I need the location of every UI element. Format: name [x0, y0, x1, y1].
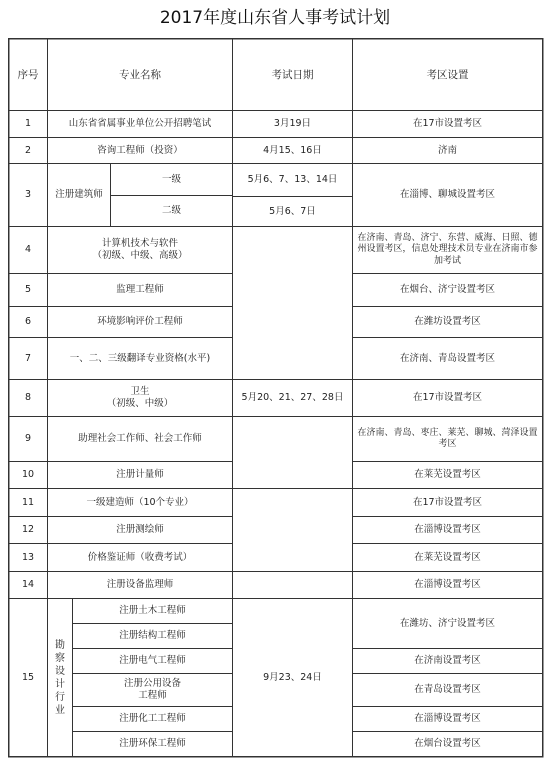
row-index: 6	[24, 316, 32, 327]
row-sub: 二级	[161, 205, 181, 216]
row-area: 在淄博、聊城设置考区	[399, 189, 495, 200]
row-area: 在莱芜设置考区	[414, 469, 481, 480]
row-major: 卫生 （初级、中级）	[106, 386, 174, 409]
row-index: 1	[24, 118, 32, 129]
row-area: 济南	[437, 144, 457, 156]
row-date: 4月15、16日	[263, 144, 322, 156]
row-major: 一、二、三级翻译专业资格(水平)	[69, 352, 211, 364]
row-index: 12	[21, 524, 35, 535]
row-area: 在淄博设置考区	[414, 579, 481, 590]
row-index: 4	[24, 244, 32, 255]
row-index: 5	[24, 284, 32, 295]
row-date: 3月19日	[273, 118, 312, 129]
row-sub: 注册电气工程师	[119, 655, 186, 666]
row-major: 注册测绘师	[116, 524, 164, 535]
row-sub: 一级	[161, 173, 181, 185]
row-major: 注册计量师	[116, 469, 164, 480]
page-title: 2017年度山东省人事考试计划	[159, 8, 391, 28]
row-area: 在济南、青岛设置考区	[399, 352, 495, 364]
row-area: 在淄博设置考区	[414, 524, 481, 535]
row-index: 8	[24, 392, 32, 403]
merged-date	[233, 227, 352, 379]
row-sub: 注册化工工程师	[119, 713, 186, 724]
row-index: 15	[21, 671, 35, 683]
header-index: 序号	[17, 68, 39, 81]
row-major: 监理工程师	[116, 284, 164, 295]
merged-date	[233, 417, 352, 488]
row-area: 在济南、青岛、济宁、东营、威海、日照、德州设置考区，信息处理技术员专业在济南市参加考试	[357, 232, 538, 266]
row-index: 11	[21, 496, 35, 508]
header-date: 考试日期	[271, 68, 314, 81]
row-major: 价格鉴证师（收费考试）	[87, 551, 193, 563]
row-area: 在17市设置考区	[412, 118, 483, 129]
row-group: 勘 察 设 计 行 业	[55, 639, 65, 716]
row-area: 在济南设置考区	[414, 655, 481, 666]
row-index: 10	[21, 469, 35, 480]
row-area: 在17市设置考区	[412, 392, 483, 403]
header-major: 专业名称	[119, 68, 161, 81]
row-major: 环境影响评价工程师	[97, 316, 183, 327]
row-major: 助理社会工作师、社会工作师	[78, 433, 202, 444]
row-major: 山东省省属事业单位公开招聘笔试	[68, 118, 212, 129]
row-major: 咨询工程师（投资）	[97, 144, 183, 156]
row-area: 在济南、青岛、枣庄、莱芜、聊城、菏泽设置考区	[357, 427, 538, 449]
row-index: 14	[21, 579, 35, 590]
row-major: 一级建造师（10个专业）	[86, 496, 194, 508]
row-area: 在淄博设置考区	[414, 713, 481, 724]
merged-date: 9月23、24日	[263, 671, 322, 683]
row-sub: 注册环保工程师	[119, 738, 186, 749]
row-area: 在烟台、济宁设置考区	[399, 284, 495, 295]
row-sub: 注册土木工程师	[119, 605, 186, 616]
row-date: 5月6、7日	[269, 205, 316, 217]
merged-date	[233, 489, 352, 571]
row-index: 7	[24, 352, 32, 364]
row-date: 5月20、21、27、28日	[241, 392, 344, 403]
row-area: 在潍坊、济宁设置考区	[399, 617, 495, 629]
row-sub: 注册公用设备 工程师	[123, 678, 181, 701]
row-sub: 注册结构工程师	[119, 630, 186, 641]
header-area: 考区设置	[426, 68, 469, 81]
row-area: 在莱芜设置考区	[414, 551, 481, 563]
row-area: 在青岛设置考区	[414, 684, 481, 695]
row-major: 注册设备监理师	[106, 579, 174, 590]
row-major: 计算机技术与软件 （初级、中级、高级）	[92, 238, 188, 261]
row-index: 3	[24, 189, 32, 200]
row-index: 2	[24, 144, 32, 156]
row-date: 5月6、7、13、14日	[247, 174, 338, 185]
row-area: 在17市设置考区	[412, 496, 483, 508]
row-group: 注册建筑师	[55, 189, 103, 200]
row-area: 在烟台设置考区	[414, 738, 481, 749]
row-index: 9	[24, 433, 32, 444]
row-area: 在潍坊设置考区	[414, 316, 481, 327]
row-index: 13	[21, 551, 35, 563]
